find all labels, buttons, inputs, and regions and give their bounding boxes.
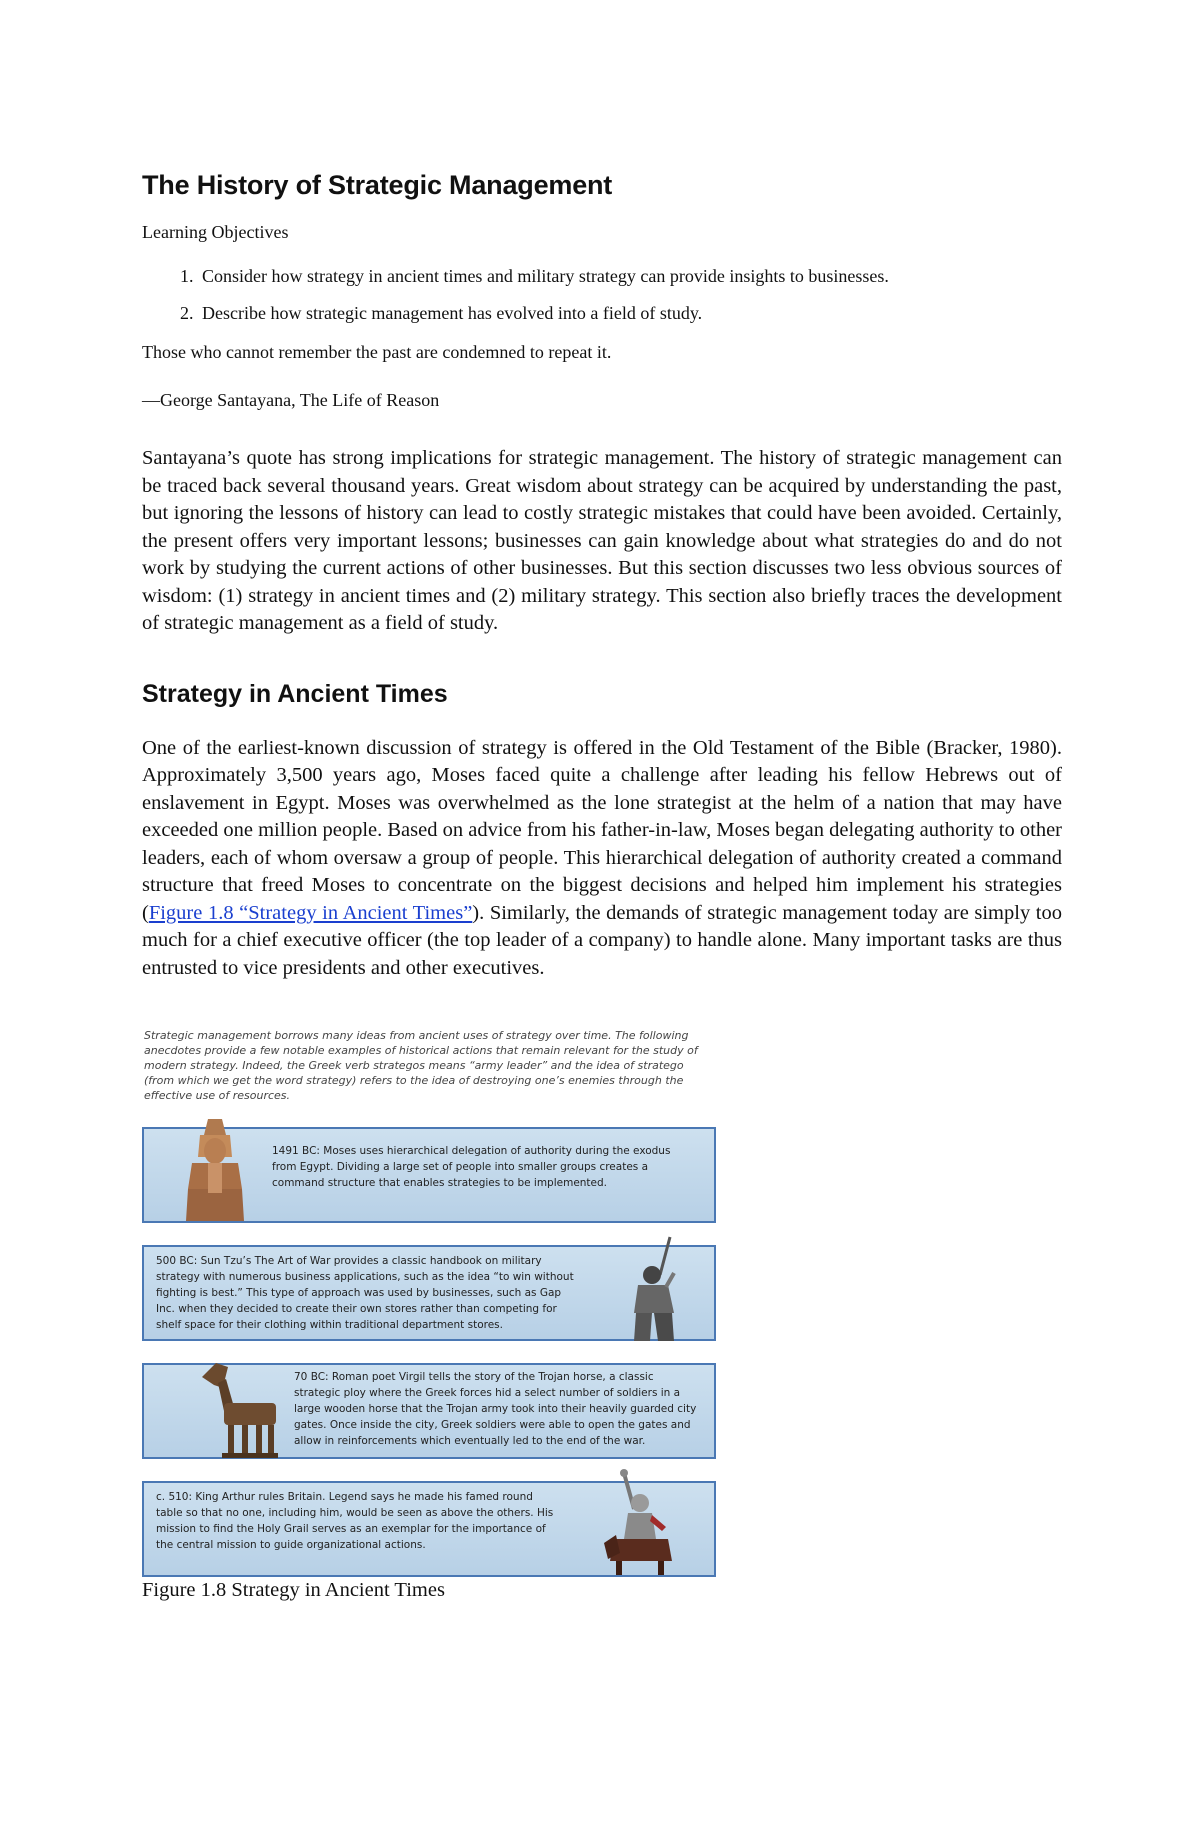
paragraph-text-before: One of the earliest-known discussion of strategy is offered in the Old Testament of the Bible (Bracker, 1980). Approximately 3,500 years ago, Moses faced quite a challenge after leading his fellow Hebrews out of enslavement in Egypt. Moses was overwhelmed as the lone strategist at the helm of a nation that may have exceeded one million people. Based on advice from his father-in-law, Moses began delegating authority to other leaders, each of whom oversaw a group of people. This hierarchical delegation of authority created a command structure that freed Moses to concentrate on the biggest decisions and helped him implement his strategies ( — [142, 736, 1062, 924]
section-heading: Strategy in Ancient Times — [142, 679, 448, 708]
figure-intro: Strategic management borrows many ideas from ancient uses of strategy over time. The following anecdotes provide a few notable examples of historical actions that remain relevant for the study of modern strategy. Indeed, the Greek verb strategos means “army leader” and the idea of stratego (from which we get the word strategy) refers to the idea of destroying one’s enemies through the effective use of resources. — [144, 1029, 698, 1102]
paragraph-text-after: ). Similarly, the demands of strategic management today are simply too much for a chief executive officer (the top leader of a company) to handle alone. Many important tasks are thus entrusted to vice presidents and other executives. — [142, 901, 1062, 979]
figure-panel-moses — [142, 1127, 716, 1223]
samurai-warrior-icon — [622, 1235, 692, 1343]
figure-strategy-ancient-times — [142, 1028, 722, 1602]
epigraph-quote: Those who cannot remember the past are condemned to repeat it. — [142, 342, 612, 362]
figure-panel-king-arthur — [142, 1481, 716, 1577]
panel-text: 1491 BC: Moses uses hierarchical delegation of authority during the exodus from Egypt. Dividing a large set of people into smaller groups creates a command structure that enables strategies to be implemented. — [272, 1145, 671, 1189]
learning-objectives-list — [142, 265, 1062, 324]
figure-panel-sun-tzu — [142, 1245, 716, 1341]
knight-icon — [594, 1469, 678, 1577]
panel-text: 500 BC: Sun Tzu’s The Art of War provides a classic handbook on military strategy with numerous business applications, such as the idea “to win without fighting is best.” This type of approach was used by businesses, such as Gap Inc. when they decided to create their own stores rather than competing for shelf space for their clothing within traditional department stores. — [156, 1255, 574, 1331]
figure-link[interactable]: Figure 1.8 “Strategy in Ancient Times” — [148, 901, 473, 924]
list-item: 2. Describe how strategic management has evolved into a field of study. — [198, 302, 1062, 324]
list-item: 1. Consider how strategy in ancient times and military strategy can provide insights to businesses. — [198, 265, 1062, 287]
epigraph-attribution: —George Santayana, The Life of Reason — [142, 390, 440, 410]
pharaoh-statue-icon — [180, 1117, 250, 1221]
figure-caption: Figure 1.8 Strategy in Ancient Times — [142, 1579, 445, 1601]
figure-panel-trojan-horse — [142, 1363, 716, 1459]
intro-paragraph: Santayana’s quote has strong implications for strategic management. The history of strategic management can be traced back several thousand years. Great wisdom about strategy can be acquired by understanding the past, but ignoring the lessons of history can lead to costly strategic mistakes that could have been avoided. Certainly, the present offers very important lessons; businesses can gain knowledge about what strategies do and do not work by studying the current actions of other businesses. But this section discusses two less obvious sources of wisdom: (1) strategy in ancient times and (2) military strategy. This section also briefly traces the development of strategic management as a field of study. — [142, 447, 1062, 634]
document-page — [142, 170, 1062, 1602]
page-title: The History of Strategic Management — [142, 170, 613, 200]
learning-objectives-label: Learning Objectives — [142, 222, 289, 242]
panel-text: c. 510: King Arthur rules Britain. Legend says he made his famed round table so that no one, including him, would be seen as above the others. His mission to find the Holy Grail serves as an exemplar for the importance of the central mission to guide organizational actions. — [156, 1491, 554, 1551]
panel-text: 70 BC: Roman poet Virgil tells the story of the Trojan horse, a classic strategic ploy where the Greek forces hid a select number of soldiers in a large wooden horse that the Trojan army took into their heavily guarded city gates. Once inside the city, Greek soldiers were able to open the gates and allow in reinforcements which eventually led to the end of the war. — [294, 1371, 697, 1447]
trojan-horse-icon — [194, 1357, 284, 1459]
section-paragraph — [142, 735, 1062, 983]
